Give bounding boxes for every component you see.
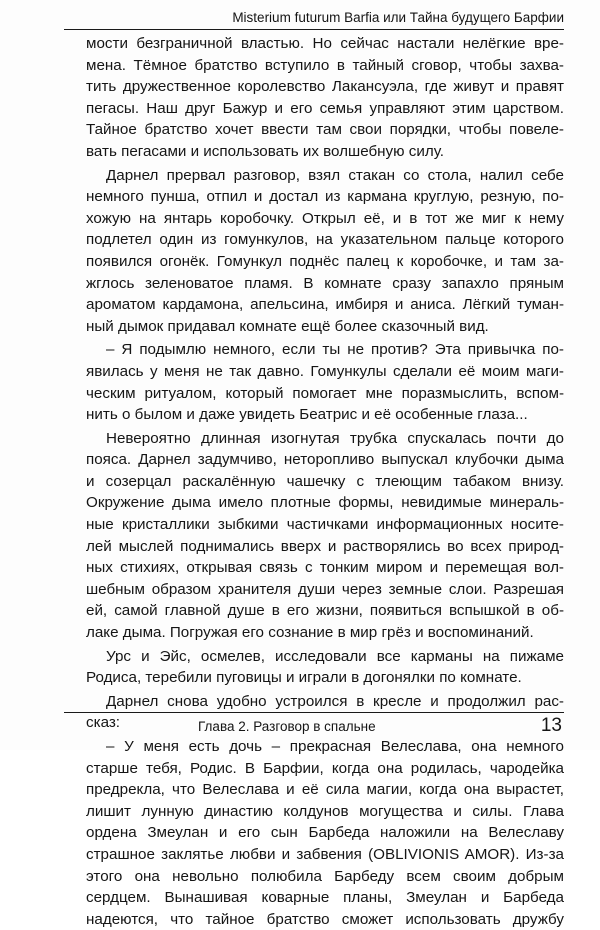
body-text bbox=[86, 33, 564, 930]
paragraph bbox=[86, 165, 564, 338]
text-line: ных стихиях, открывая связь с тонким миром и перемещая вол- bbox=[86, 559, 564, 577]
text-line: ордена Змеулан и его сын Барбеда наложили на Велеславу bbox=[86, 824, 564, 842]
text-line: пояса. Дарнел задумчиво, неторопливо выпускал клубочки дыма bbox=[86, 451, 564, 469]
footer-divider bbox=[64, 712, 564, 713]
page-footer bbox=[64, 715, 564, 741]
text-line: жглось зеленоватое пламя. В комнате сразу запахло пряным bbox=[86, 274, 564, 292]
paragraph bbox=[86, 33, 564, 163]
text-line: мости безграничной властью. Но сейчас настали нелёгкие вре- bbox=[86, 35, 564, 52]
text-line: лишит лунную династию колдунов могущества и силы. Глава bbox=[86, 802, 564, 820]
text-line: – Я подымлю немного, если ты не против? Эта привычка по- bbox=[106, 341, 564, 359]
paragraph bbox=[86, 736, 564, 930]
text-line: и созерцал раскалённую чашечку с тлеющим табаком внизу. bbox=[86, 472, 564, 490]
text-line: ароматом кардамона, апельсина, имбиря и аниса. Лёгкий туман- bbox=[86, 296, 564, 314]
text-line: страшное заклятье любви и забвения (OBLIVIONIS AMOR). Из-за bbox=[86, 845, 564, 863]
chapter-title: Глава 2. Разговор в спальне bbox=[198, 719, 376, 734]
text-line: Урс и Эйс, осмелев, исследовали все карманы на пижаме bbox=[106, 647, 564, 665]
text-line: ческим ритуалом, который помогает мне поразмыслить, вспом- bbox=[86, 384, 564, 402]
paragraph bbox=[86, 339, 564, 425]
text-line: появился огонёк. Гомункул поднёс палец к коробочке, и там за- bbox=[86, 252, 564, 270]
text-line: вать пегасами и использовать их волшебную силу. bbox=[86, 142, 444, 160]
text-line: шебным образом хранителя души через земные слои. Разрешая bbox=[86, 580, 564, 598]
text-line: этого она невольно полюбила Барбеду всем своим добрым bbox=[86, 867, 564, 885]
text-line: тить дружественное королевство Лакансуэла, где живут и правят bbox=[86, 78, 564, 96]
text-line: подлетел один из гомункулов, на указательном пальце которого bbox=[86, 231, 564, 249]
text-line: Дарнел прервал разговор, взял стакан со стола, налил себе bbox=[106, 166, 564, 184]
text-line: явилась у меня не так давно. Гомункулы сделали её моим маги- bbox=[86, 362, 564, 380]
header-divider bbox=[64, 29, 564, 30]
paragraph bbox=[86, 646, 564, 689]
text-line: Окружение дыма имело плотные формы, невидимые минераль- bbox=[86, 494, 564, 512]
text-line: Тайное братство хочет ввести там свои порядки, чтобы повеле- bbox=[86, 121, 564, 139]
text-line: хожую на янтарь коробочку. Открыл её, и в тот же миг к нему bbox=[86, 209, 564, 227]
text-line: ей, самой главной душе в его жизни, появиться вспышкой в об- bbox=[86, 602, 564, 620]
text-line: Родиса, теребили пуговицы и играли в догонялки по комнате. bbox=[86, 669, 522, 687]
text-line: надеются, что тайное братство сможет использовать дружбу bbox=[86, 910, 564, 928]
text-line: пегасы. Наш друг Бажур и его семья управляют этим царством. bbox=[86, 99, 564, 117]
running-header-title: Misterium futurum Barfia или Тайна будущего Барфии bbox=[232, 10, 564, 25]
text-line: Дарнел снова удобно устроился в кресле и продолжил рас- bbox=[106, 692, 564, 710]
text-line: ные кристаллики зыбкими частичками информационных носите- bbox=[86, 516, 564, 534]
paragraph bbox=[86, 428, 564, 644]
page-number: 13 bbox=[540, 715, 562, 736]
text-line: старше тебя, Родис. В Барфии, когда она родилась, чародейка bbox=[86, 759, 564, 777]
text-line: мена. Тёмное братство вступило в тайный сговор, чтобы захва- bbox=[86, 56, 564, 74]
text-line: ный дымок придавал комнате ещё более сказочный вид. bbox=[86, 317, 489, 335]
text-line: нить о былом и даже увидеть Беатрис и её особенные глаза... bbox=[86, 406, 528, 424]
text-line: – У меня есть дочь – прекрасная Велеслава, она немного bbox=[106, 738, 564, 755]
text-line: лей мыслей поднимались вверх и растворялись во всех природ- bbox=[86, 537, 564, 555]
text-line: предрекла, что Велеслава и её сила магии, когда она вырастет, bbox=[86, 781, 564, 799]
text-line: сказ: bbox=[86, 714, 121, 732]
text-line: Невероятно длинная изогнутая трубка спускалась почти до bbox=[106, 429, 564, 447]
text-line: лаке дыма. Погружая его сознание в мир грёз и воспоминаний. bbox=[86, 624, 534, 642]
text-line: немного пунша, отпил и достал из кармана круглую, резную, по- bbox=[86, 188, 564, 206]
text-line: сердцем. Вынашивая коварные планы, Змеулан и Барбеда bbox=[86, 889, 564, 907]
